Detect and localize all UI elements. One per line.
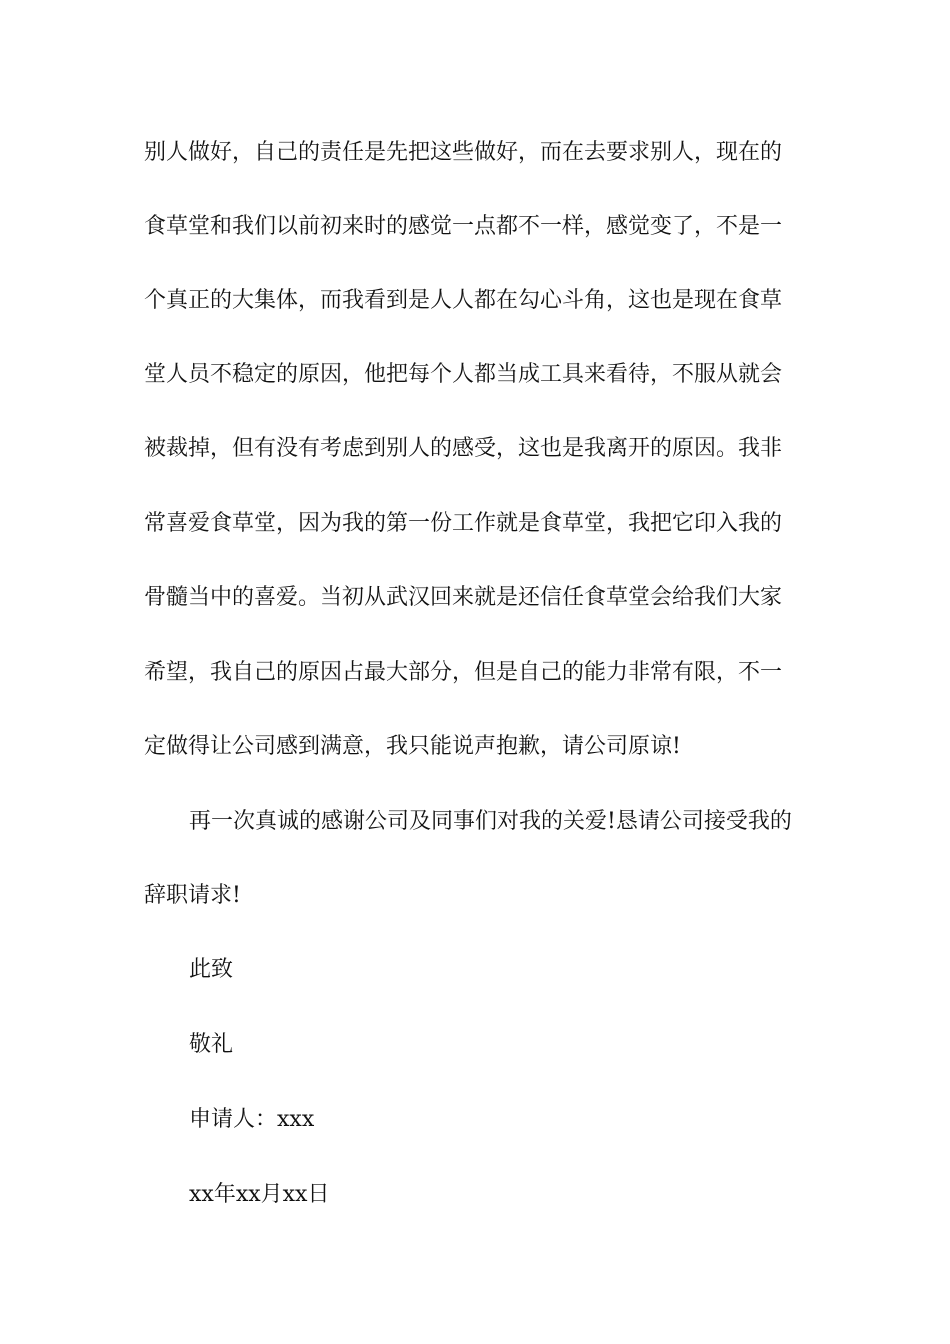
body-line: 食草堂和我们以前初来时的感觉一点都不一样，感觉变了，不是一 [144, 214, 783, 239]
date-line: xx年xx月xx日 [189, 1182, 330, 1207]
body-line: 别人做好，自己的责任是先把这些做好，而在去要求别人，现在的 [144, 140, 783, 165]
body-line: 骨髓当中的喜爱。当初从武汉回来就是还信任食草堂会给我们大家 [144, 585, 783, 610]
closing-paragraph-line: 再一次真诚的感谢公司及同事们对我的关爱!恳请公司接受我的 [189, 809, 792, 834]
applicant-signature: 申请人：xxx [189, 1107, 315, 1132]
closing-paragraph-line: 辞职请求! [144, 883, 241, 908]
body-line: 定做得让公司感到满意，我只能说声抱歉，请公司原谅! [144, 734, 681, 759]
regards: 敬礼 [189, 1032, 234, 1057]
body-line: 希望，我自己的原因占最大部分，但是自己的能力非常有限，不一 [144, 660, 783, 685]
body-line: 堂人员不稳定的原因，他把每个人都当成工具来看待，不服从就会 [144, 362, 783, 387]
body-line: 个真正的大集体，而我看到是人人都在勾心斗角，这也是现在食草 [144, 288, 783, 313]
salutation: 此致 [189, 957, 234, 982]
body-line: 被裁掉，但有没有考虑到别人的感受，这也是我离开的原因。我非 [144, 436, 783, 461]
body-line: 常喜爱食草堂，因为我的第一份工作就是食草堂，我把它印入我的 [144, 511, 783, 536]
